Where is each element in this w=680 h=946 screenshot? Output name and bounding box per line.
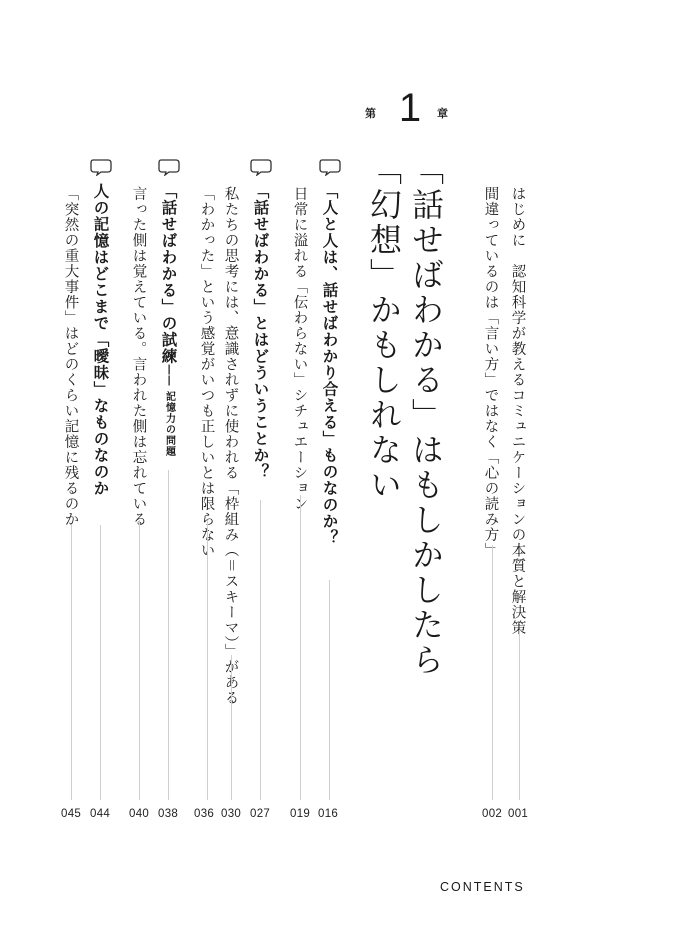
intro-subheading-page-number: 002 (482, 808, 503, 820)
section-item-leader (300, 495, 301, 800)
intro-heading[interactable]: はじめに 認知科学が教えるコミュニケーションの本質と解決策 (509, 186, 526, 636)
speech-bubble-icon (318, 158, 342, 176)
section-heading-leader (100, 525, 101, 800)
contents-label: CONTENTS (440, 880, 525, 894)
section-heading-page-number: 027 (250, 808, 271, 820)
section-item-page-number: 040 (129, 808, 150, 820)
section-item[interactable]: 私たちの思考には、意識されずに使われる「枠組み（＝スキーマ）」がある (222, 186, 239, 706)
section-heading-leader (168, 470, 169, 800)
section-item[interactable]: 日常に溢れる「伝わらない」シチュエーション (291, 186, 308, 512)
speech-bubble-icon (249, 158, 273, 176)
section-heading-page-number: 038 (158, 808, 179, 820)
section-heading-text: 「話せばわかる」の試練 (159, 183, 178, 365)
section-heading-subtitle: ―― 記憶力の問題 (163, 364, 175, 457)
section-item-leader (207, 520, 208, 800)
speech-bubble-icon (157, 158, 181, 176)
section-item-page-number: 019 (290, 808, 311, 820)
section-item-leader (71, 525, 72, 800)
chapter-prefix: 第 (365, 107, 376, 120)
section-item-page-number: 036 (194, 808, 215, 820)
chapter-number: 1 (398, 86, 422, 130)
section-heading-leader (329, 580, 330, 800)
section-item[interactable]: 言った側は覚えている。言われた側は忘れている (130, 186, 147, 527)
section-heading-page-number: 016 (318, 808, 339, 820)
section-heading[interactable] (160, 183, 176, 457)
section-item[interactable]: 「突然の重大事件」はどのくらい記憶に残るのか (62, 186, 79, 527)
chapter-title-line1: 「話せばわかる」はもしかしたら (407, 153, 445, 678)
section-item-page-number: 030 (221, 808, 242, 820)
intro-heading-leader (519, 630, 520, 800)
intro-page-number: 001 (508, 808, 529, 820)
intro-subheading[interactable]: 間違っているのは「言い方」ではなく「心の読み方」 (482, 186, 499, 558)
section-heading-page-number: 044 (90, 808, 111, 820)
chapter-suffix: 章 (437, 107, 448, 120)
section-heading[interactable]: 人の記憶はどこまで「曖昧」なものなのか (91, 183, 110, 497)
speech-bubble-icon (89, 158, 113, 176)
section-item-leader (139, 520, 140, 800)
section-item[interactable]: 「わかった」という感覚がいつも正しいとは限らない (198, 186, 215, 558)
chapter-title-line2: 「幻想」かもしれない (365, 153, 403, 503)
section-item-leader (231, 655, 232, 800)
section-heading[interactable]: 「話せばわかる」とはどういうことか？ (251, 183, 270, 480)
section-heading-leader (260, 500, 261, 800)
intro-subheading-leader (492, 545, 493, 800)
section-heading[interactable]: 「人と人は、話せばわかり合える」ものなのか？ (320, 183, 339, 546)
section-item-page-number: 045 (61, 808, 82, 820)
